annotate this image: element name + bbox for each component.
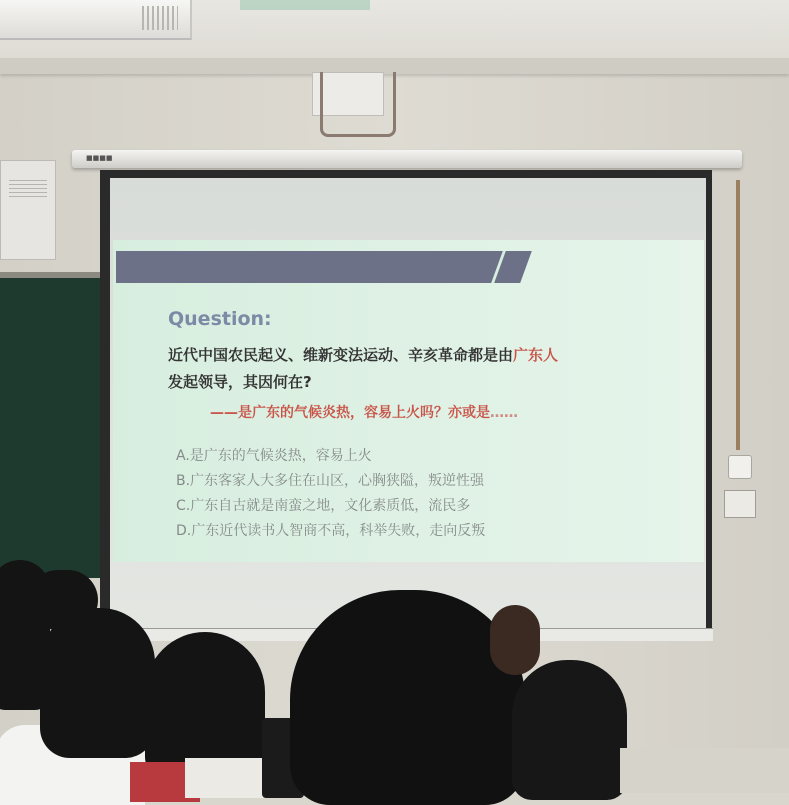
ceiling-light — [240, 0, 370, 10]
slide-heading: Question: — [168, 308, 272, 330]
power-socket-icon — [728, 455, 752, 479]
wall-pipe — [320, 72, 396, 137]
question-highlight: 广东人 — [513, 346, 559, 364]
question-line-1-text: 近代中国农民起义、维新变法运动、辛亥革命都是由 — [168, 346, 514, 364]
slide-header-band — [116, 251, 510, 283]
wall-cable — [736, 180, 740, 450]
question-subtitle-ellipsis: …… — [490, 405, 518, 421]
light-switch — [724, 490, 756, 518]
question-line-1 — [168, 344, 558, 365]
question-subtitle — [210, 402, 518, 422]
question-subtitle-text: ——是广东的气候炎热，容易上火吗？亦或是 — [210, 405, 490, 421]
screen-roller: ■■■■ — [72, 150, 742, 168]
ceiling-projector — [0, 0, 192, 40]
option-a: A.是广东的气候炎热，容易上火 — [176, 448, 372, 464]
option-c: C.广东自古就是南蛮之地，文化素质低，流民多 — [176, 498, 471, 514]
question-line-2: 发起领导，其因何在? — [168, 373, 312, 391]
option-d: D.广东近代读书人智商不高，科举失败，走向反叛 — [176, 523, 486, 539]
blackboard — [0, 272, 108, 578]
option-b: B.广东客家人大多住在山区，心胸狭隘，叛逆性强 — [176, 473, 485, 489]
wall-speaker — [0, 160, 56, 260]
screen-bottom-bar — [108, 628, 713, 641]
